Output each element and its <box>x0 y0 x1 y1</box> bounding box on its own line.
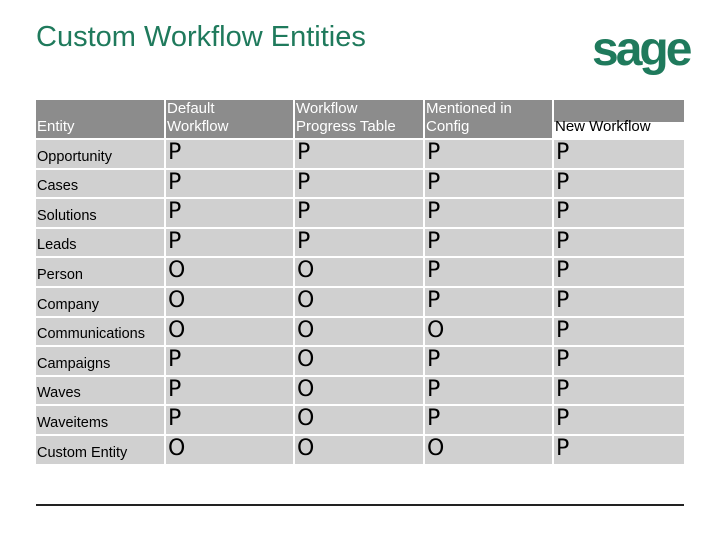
no-flag-icon: O <box>297 258 315 284</box>
mark-cell <box>554 170 684 200</box>
mark-cell <box>166 436 295 466</box>
entity-cell <box>36 140 166 170</box>
yes-flag-icon: P <box>427 199 441 225</box>
entity-label: Waves <box>37 385 81 402</box>
mark-cell <box>425 258 554 288</box>
entity-label: Leads <box>37 237 77 254</box>
yes-flag-icon: P <box>297 228 311 254</box>
footer-divider <box>36 504 684 506</box>
no-flag-icon: O <box>168 258 186 284</box>
mark-cell <box>425 229 554 259</box>
yes-flag-icon: P <box>556 287 570 313</box>
table-row <box>36 199 684 229</box>
entity-cell <box>36 377 166 407</box>
mark-cell <box>295 318 425 348</box>
page-title: Custom Workflow Entities <box>36 21 366 53</box>
yes-flag-icon: P <box>427 406 441 432</box>
mark-cell <box>295 288 425 318</box>
mark-cell <box>554 229 684 259</box>
table-row <box>36 347 684 377</box>
yes-flag-icon: P <box>556 199 570 225</box>
mark-cell <box>295 347 425 377</box>
header-new-workflow <box>554 100 684 140</box>
mark-cell <box>425 170 554 200</box>
yes-flag-icon: P <box>168 199 182 225</box>
mark-cell <box>554 347 684 377</box>
entity-label: Custom Entity <box>37 444 128 461</box>
mark-cell <box>295 170 425 200</box>
table-row <box>36 258 684 288</box>
no-flag-icon: O <box>297 376 315 402</box>
mark-cell <box>554 406 684 436</box>
table-row <box>36 170 684 200</box>
yes-flag-icon: P <box>556 435 570 461</box>
no-flag-icon: O <box>297 317 315 343</box>
no-flag-icon: O <box>297 287 315 313</box>
no-flag-icon: O <box>297 406 315 432</box>
entity-label: Communications <box>37 326 145 343</box>
no-flag-icon: O <box>297 435 315 461</box>
entity-label: Solutions <box>37 207 97 224</box>
table-row <box>36 229 684 259</box>
table-row <box>36 406 684 436</box>
yes-flag-icon: P <box>556 317 570 343</box>
yes-flag-icon: P <box>297 199 311 225</box>
entity-label: Company <box>37 296 100 313</box>
mark-cell <box>295 377 425 407</box>
mark-cell <box>425 288 554 318</box>
entity-label: Waveitems <box>37 414 109 431</box>
yes-flag-icon: P <box>427 376 441 402</box>
yes-flag-icon: P <box>297 169 311 195</box>
yes-flag-icon: P <box>427 140 441 165</box>
yes-flag-icon: P <box>168 406 182 432</box>
header-workflow-progress-label: Workflow Progress Table <box>296 100 396 135</box>
yes-flag-icon: P <box>556 347 570 373</box>
mark-cell <box>166 258 295 288</box>
mark-cell <box>166 229 295 259</box>
header-mentioned-in-config <box>425 100 554 140</box>
table-row <box>36 318 684 348</box>
sage-logo: sage <box>592 23 690 76</box>
no-flag-icon: O <box>427 435 445 461</box>
mark-cell <box>295 199 425 229</box>
mark-cell <box>295 258 425 288</box>
header-mentioned-config-label: Mentioned in Config <box>426 100 512 135</box>
table-row <box>36 377 684 407</box>
table-body <box>36 140 684 466</box>
mark-cell <box>166 199 295 229</box>
yes-flag-icon: P <box>168 347 182 373</box>
mark-cell <box>166 170 295 200</box>
table-row <box>36 140 684 170</box>
entity-cell <box>36 406 166 436</box>
mark-cell <box>166 347 295 377</box>
yes-flag-icon: P <box>427 258 441 284</box>
mark-cell <box>554 140 684 170</box>
mark-cell <box>425 377 554 407</box>
table-header-row <box>36 100 684 140</box>
entity-label: Cases <box>37 178 79 195</box>
entity-label: Person <box>37 266 83 283</box>
mark-cell <box>425 347 554 377</box>
mark-cell <box>166 140 295 170</box>
mark-cell <box>425 199 554 229</box>
entity-table <box>36 100 684 466</box>
mark-cell <box>295 229 425 259</box>
no-flag-icon: O <box>168 317 186 343</box>
yes-flag-icon: P <box>168 140 182 165</box>
mark-cell <box>554 288 684 318</box>
mark-cell <box>425 318 554 348</box>
yes-flag-icon: P <box>556 140 570 165</box>
no-flag-icon: O <box>168 287 186 313</box>
header-entity <box>36 100 166 140</box>
mark-cell <box>166 288 295 318</box>
mark-cell <box>554 199 684 229</box>
mark-cell <box>554 258 684 288</box>
mark-cell <box>295 406 425 436</box>
entity-cell <box>36 229 166 259</box>
yes-flag-icon: P <box>427 169 441 195</box>
yes-flag-icon: P <box>556 406 570 432</box>
header-entity-label: Entity <box>37 118 75 135</box>
yes-flag-icon: P <box>297 140 311 165</box>
yes-flag-icon: P <box>427 287 441 313</box>
yes-flag-icon: P <box>427 347 441 373</box>
mark-cell <box>554 377 684 407</box>
entity-cell <box>36 436 166 466</box>
entity-cell <box>36 199 166 229</box>
yes-flag-icon: P <box>556 169 570 195</box>
mark-cell <box>425 406 554 436</box>
entity-label: Opportunity <box>37 148 112 165</box>
entity-cell <box>36 318 166 348</box>
yes-flag-icon: P <box>556 258 570 284</box>
yes-flag-icon: P <box>168 228 182 254</box>
no-flag-icon: O <box>297 347 315 373</box>
mark-cell <box>295 436 425 466</box>
header-workflow-progress-table <box>295 100 425 140</box>
entity-cell <box>36 347 166 377</box>
yes-flag-icon: P <box>556 376 570 402</box>
mark-cell <box>425 140 554 170</box>
mark-cell <box>425 436 554 466</box>
yes-flag-icon: P <box>427 228 441 254</box>
mark-cell <box>554 436 684 466</box>
entity-label: Campaigns <box>37 355 111 372</box>
mark-cell <box>554 318 684 348</box>
yes-flag-icon: P <box>168 169 182 195</box>
mark-cell <box>166 318 295 348</box>
header-default-workflow <box>166 100 295 140</box>
header-new-workflow-label: New Workflow <box>555 118 651 135</box>
entity-cell <box>36 170 166 200</box>
no-flag-icon: O <box>427 317 445 343</box>
yes-flag-icon: P <box>168 376 182 402</box>
entity-cell <box>36 288 166 318</box>
no-flag-icon: O <box>168 435 186 461</box>
yes-flag-icon: P <box>556 228 570 254</box>
entity-cell <box>36 258 166 288</box>
table-row <box>36 288 684 318</box>
mark-cell <box>166 406 295 436</box>
mark-cell <box>295 140 425 170</box>
header-default-workflow-label: Default Workflow <box>167 100 229 135</box>
table-row <box>36 436 684 466</box>
mark-cell <box>166 377 295 407</box>
